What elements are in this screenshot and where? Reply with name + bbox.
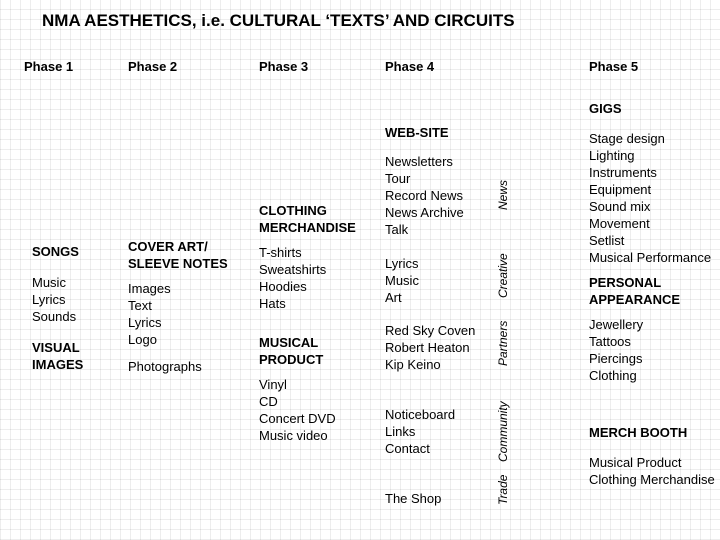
page-title: NMA AESTHETICS, i.e. CULTURAL ‘TEXTS’ AND CIRCUITS [42, 11, 515, 30]
website-heading: WEB-SITE [385, 125, 449, 140]
list-item: Record News [385, 188, 464, 203]
merch-booth-heading: MERCH BOOTH [589, 425, 688, 440]
list-item: Lyrics [32, 292, 66, 307]
list-item: Images [128, 281, 171, 296]
list-item: Talk [385, 222, 409, 237]
list-item: CD [259, 394, 278, 409]
side-label-news: News [496, 179, 510, 210]
list-item: Music [32, 275, 66, 290]
cover-art-heading: COVER ART/ SLEEVE NOTES [128, 239, 228, 271]
list-item: Hoodies [259, 279, 307, 294]
list-item: Text [128, 298, 152, 313]
gigs-heading: GIGS [589, 101, 622, 116]
list-item: Sweatshirts [259, 262, 327, 277]
list-item: Movement [589, 216, 650, 231]
list-item: Sound mix [589, 199, 651, 214]
side-label-community: Community [496, 401, 510, 462]
list-item: T-shirts [259, 245, 302, 260]
side-label-partners: Partners [496, 320, 510, 366]
visual-images-heading: VISUAL IMAGES [32, 340, 84, 372]
trade-item: The Shop [385, 491, 442, 506]
list-item: Newsletters [385, 154, 453, 169]
list-item: Music video [259, 428, 328, 443]
phase-3-label: Phase 3 [259, 59, 309, 74]
clothing-list [259, 244, 326, 312]
clothing-merchandise-heading: CLOTHING MERCHANDISE [259, 203, 356, 235]
list-item: Robert Heaton [385, 340, 470, 355]
list-item: Red Sky Coven [385, 323, 476, 338]
musical-product-list [259, 376, 336, 444]
list-item: Concert DVD [259, 411, 336, 426]
list-item: Instruments [589, 165, 657, 180]
songs-list [32, 274, 76, 325]
list-item: Kip Keino [385, 357, 441, 372]
list-item: News Archive [385, 205, 464, 220]
list-item: Clothing Merchandise [589, 472, 715, 487]
list-item: Noticeboard [385, 407, 456, 422]
list-item: Lighting [589, 148, 635, 163]
list-item: Contact [385, 441, 430, 456]
side-label-trade: Trade [496, 474, 510, 505]
personal-appearance-heading: PERSONAL APPEARANCE [589, 275, 681, 307]
gigs-list [589, 130, 711, 266]
list-item: Links [385, 424, 416, 439]
list-item: Setlist [589, 233, 625, 248]
photographs-label: Photographs [128, 359, 202, 374]
list-item: Tour [385, 171, 411, 186]
creative-list [385, 255, 419, 306]
news-list [385, 153, 464, 238]
merch-booth-list [589, 454, 715, 488]
cover-art-list [128, 280, 171, 348]
list-item: Piercings [589, 351, 643, 366]
songs-heading: SONGS [32, 244, 79, 259]
phase-1-label: Phase 1 [24, 59, 74, 74]
list-item: Hats [259, 296, 286, 311]
list-item: Musical Performance [589, 250, 712, 265]
list-item: Tattoos [589, 334, 631, 349]
list-item: Logo [128, 332, 157, 347]
list-item: Jewellery [589, 317, 644, 332]
musical-product-heading: MUSICAL PRODUCT [259, 335, 324, 367]
community-list [385, 406, 455, 457]
list-item: Vinyl [259, 377, 287, 392]
list-item: Musical Product [589, 455, 682, 470]
list-item: Music [385, 273, 419, 288]
side-label-creative: Creative [496, 253, 510, 298]
phase-4-label: Phase 4 [385, 59, 435, 74]
phase-2-label: Phase 2 [128, 59, 178, 74]
list-item: Sounds [32, 309, 77, 324]
list-item: Art [385, 290, 402, 305]
partners-list [385, 322, 475, 373]
list-item: Equipment [589, 182, 652, 197]
phase-5-label: Phase 5 [589, 59, 639, 74]
list-item: Lyrics [128, 315, 162, 330]
list-item: Lyrics [385, 256, 419, 271]
list-item: Clothing [589, 368, 637, 383]
appearance-list [589, 316, 643, 384]
list-item: Stage design [589, 131, 665, 146]
